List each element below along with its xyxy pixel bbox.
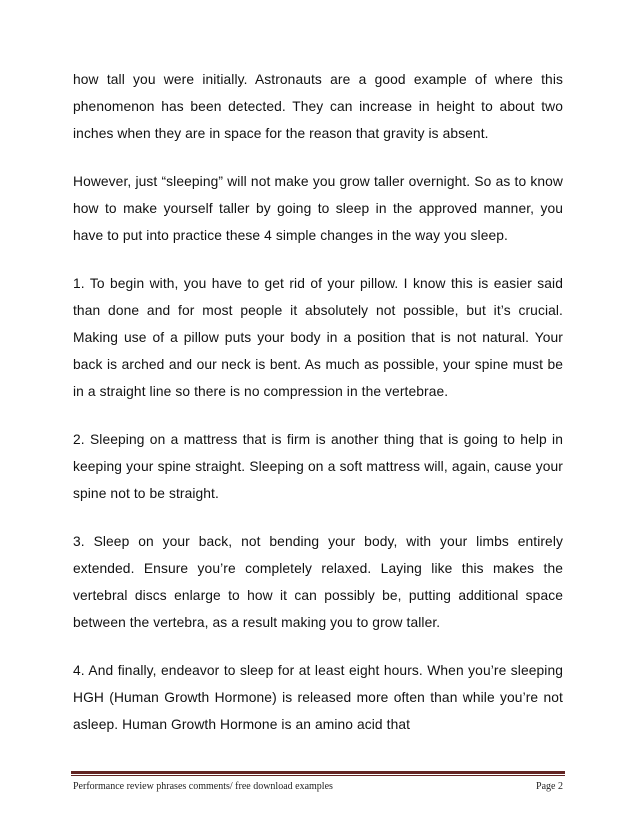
paragraph-6: 4. And finally, endeavor to sleep for at least eight hours. When you’re sleeping HGH (Human Growth Hormone) is released more often than while you’re not asleep. Human Growth Hormone is an amino acid that bbox=[73, 663, 563, 732]
paragraph-2: However, just “sleeping” will not make you grow taller overnight. So as to know how to make yourself taller by going to sleep in the approved manner, you have to put into practice these 4 simple changes in the way you sleep. bbox=[73, 174, 563, 243]
paragraph-4: 2. Sleeping on a mattress that is firm is another thing that is going to help in keeping your spine straight. Sleeping on a soft mattress will, again, cause your spine not to be straight. bbox=[73, 432, 563, 501]
paragraph-5: 3. Sleep on your back, not bending your body, with your limbs entirely extended. Ensure you’re completely relaxed. Laying like this makes the vertebral discs enlarge to how it can possibly be, putting additional space between the vertebra, as a result making you to grow taller. bbox=[73, 534, 563, 630]
paragraph-3: 1. To begin with, you have to get rid of your pillow. I know this is easier said than done and for most people it absolutely not possible, but it’s crucial. Making use of a pillow puts your body in a position that is not natural. Your back is arched and our neck is bent. As much as possible, your spine must be in a straight line so there is no compression in the vertebrae. bbox=[73, 276, 563, 399]
paragraph-1: how tall you were initially. Astronauts are a good example of where this phenomenon has been detected. They can increase in height to about two inches when they are in space for the reason that gravity is absent. bbox=[73, 72, 563, 141]
page-footer bbox=[73, 781, 563, 797]
footer-divider bbox=[71, 771, 565, 774]
footer-title: Performance review phrases comments/ free download examples bbox=[73, 781, 333, 792]
page-body bbox=[73, 66, 563, 759]
page-number: Page 2 bbox=[536, 781, 563, 792]
footer-divider-thin bbox=[71, 775, 565, 776]
